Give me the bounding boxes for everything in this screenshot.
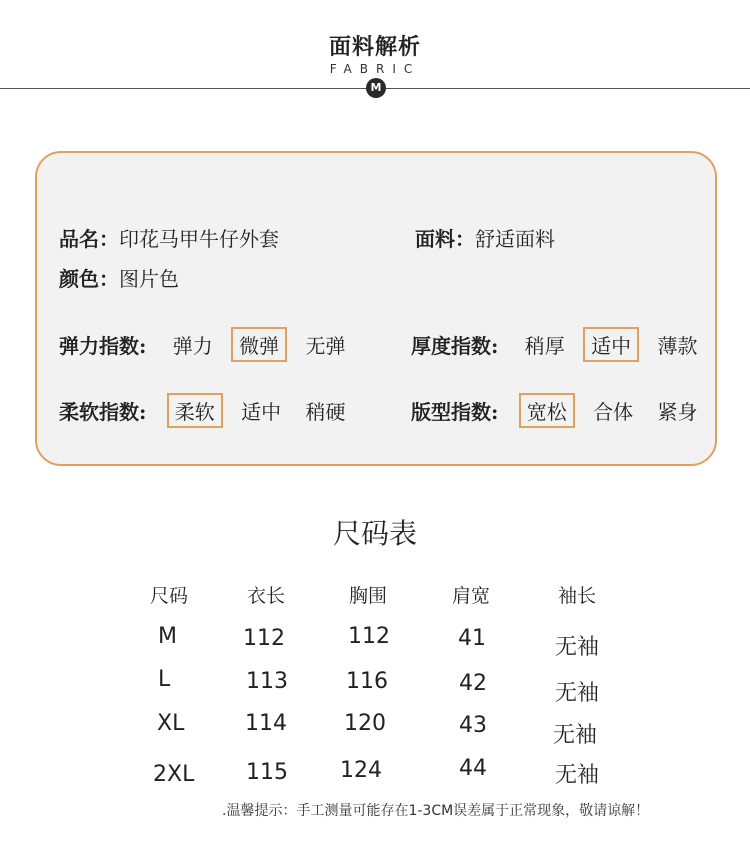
stretch-index-row [59,327,357,362]
table-cell: 44 [459,756,487,781]
table-cell: 无袖 [555,635,600,660]
stretch-option-selected: 微弹 [231,327,287,362]
product-name-row [59,223,279,252]
table-header: 尺码 [150,585,189,607]
section-subtitle: FABRIC [329,62,421,76]
softness-index-row [59,393,357,428]
table-cell: 43 [459,713,487,738]
table-cell: 116 [346,669,388,694]
fabric-value: 舒适面料 [475,227,555,251]
m-logo-badge: M [366,78,386,98]
fit-option: 合体 [593,400,634,424]
table-cell: 42 [459,671,487,696]
stretch-option: 弹力 [172,334,213,358]
table-cell: 124 [340,758,382,783]
table-cell: 41 [458,626,486,651]
table-cell: 112 [243,626,285,651]
fit-index-row [411,393,709,428]
product-name-value: 印花马甲牛仔外套 [119,227,279,251]
fabric-label: 面料： [415,227,475,251]
softness-option: 稍硬 [305,400,346,424]
thickness-index-row [411,327,709,362]
table-cell: 114 [245,711,287,736]
table-cell: 112 [348,624,390,649]
fabric-row [415,223,555,252]
thickness-option: 薄款 [657,334,698,358]
color-value: 图片色 [119,267,179,291]
fit-index-label: 版型指数: [411,400,499,424]
softness-option: 适中 [241,400,282,424]
table-cell: M [158,624,177,649]
table-header: 袖长 [558,585,597,607]
fabric-info-card [35,151,717,466]
table-cell: XL [157,711,185,736]
table-cell: 2XL [153,762,195,787]
table-cell: 115 [246,760,288,785]
table-cell: 无袖 [553,723,598,748]
color-row [59,263,179,292]
stretch-index-label: 弹力指数: [59,334,147,358]
thickness-option: 稍厚 [524,334,565,358]
softness-index-label: 柔软指数: [59,400,147,424]
color-label: 颜色： [59,267,119,291]
table-header: 衣长 [247,585,286,607]
table-header: 胸围 [349,585,388,607]
product-name-label: 品名： [59,227,119,251]
table-cell: 113 [246,669,288,694]
table-cell: L [158,667,171,692]
measurement-note: .温馨提示：手工测量可能存在1-3CM误差属于正常现象，敬请谅解！ [222,803,650,819]
table-header: 肩宽 [452,585,491,607]
table-cell: 无袖 [555,763,600,788]
fit-option-selected: 宽松 [519,393,575,428]
size-table-title: 尺码表 [332,517,417,550]
table-cell: 120 [344,711,386,736]
stretch-option: 无弹 [305,334,346,358]
table-cell: 无袖 [555,681,600,706]
thickness-index-label: 厚度指数: [411,334,499,358]
fit-option: 紧身 [657,400,698,424]
softness-option-selected: 柔软 [167,393,223,428]
section-title: 面料解析 [328,34,421,60]
thickness-option-selected: 适中 [583,327,639,362]
